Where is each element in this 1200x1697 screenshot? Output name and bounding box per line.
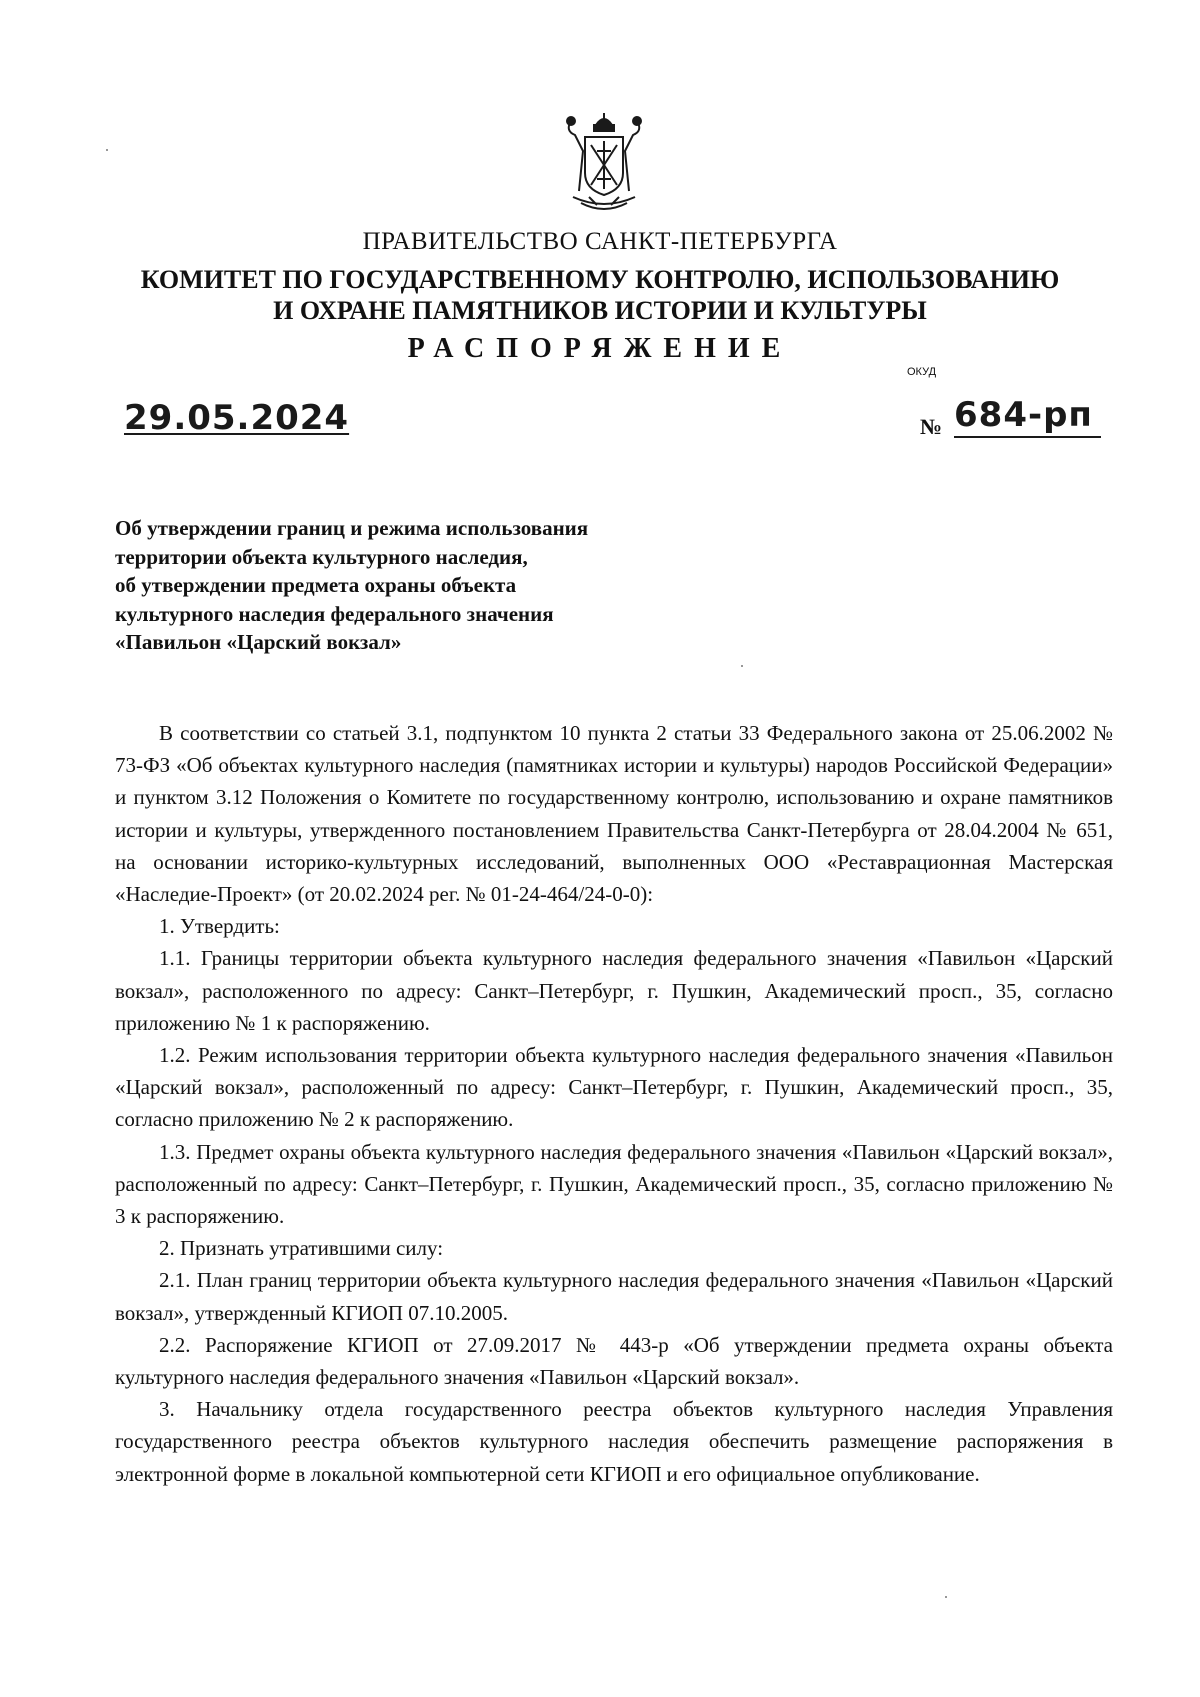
document-date: 29.05.2024 [124, 398, 350, 438]
number-sign: № [920, 414, 943, 439]
committee-name-line-1: КОМИТЕТ ПО ГОСУДАРСТВЕННОМУ КОНТРОЛЮ, ИСПОЛЬЗОВАНИЮ [140, 265, 1060, 294]
coat-of-arms-emblem [561, 111, 647, 217]
committee-name [0, 264, 1200, 326]
preamble-paragraph: В соответствии со статьей 3.1, подпунктом 10 пункта 2 статьи 33 Федерального закона от 25.06.2002 № 73-ФЗ «Об объектах культурного наследия (памятниках истории и культуры) народов Российской Федерации» и пунктом 3.12 Положения о Комитете по государственному контролю, использованию и охране памятников истории и культуры, утвержденного постановлением Правительства Санкт-Петербурга от 28.04.2004 № 651, на основании историко-культурных исследований, выполненных ООО «Реставрационная Мастерская «Наследие-Проект» (от 20.02.2024 рег. № 01-24-464/24-0-0): [115, 721, 1113, 907]
document-subject [115, 514, 735, 657]
subject-line-2: территории объекта культурного наследия, [115, 544, 528, 569]
item-1-1: 1.1. Границы территории объекта культурного наследия федерального значения «Павильон «Царский вокзал», расположенного по адресу: Санкт–Петербург, г. Пушкин, Академический просп., 35, согласно приложению № 1 к распоряжению. [115, 946, 1113, 1035]
document-type-heading: РАСПОРЯЖЕНИЕ [407, 333, 793, 364]
item-1-3: 1.3. Предмет охраны объекта культурного наследия федерального значения «Павильон «Царский вокзал», расположенный по адресу: Санкт–Петербург, г. Пушкин, Академический просп., 35, согласно приложению № 3 к распоряжению. [115, 1139, 1113, 1229]
item-2-2: 2.2. Распоряжение КГИОП от 27.09.2017 № 443-р «Об утверждении предмета охраны объекта культурного наследия федерального значения «Павильон «Царский вокзал». [115, 1332, 1113, 1390]
item-2-1: 2.1. План границ территории объекта культурного наследия федерального значения «Павильон «Царский вокзал», утвержденный КГИОП 07.10.2005. [115, 1268, 1113, 1325]
item-1-2: 1.2. Режим использования территории объекта культурного наследия федерального значения «Павильон «Царский вокзал», расположенный по адресу: Санкт–Петербург, г. Пушкин, Академический просп., 35, согласно приложению № 2 к распоряжению. [115, 1043, 1113, 1132]
scan-speck [945, 1596, 947, 1598]
item-2: 2. Признать утратившими силу: [159, 1236, 444, 1261]
document-number: 684-рп [954, 394, 1101, 438]
item-1: 1. Утвердить: [159, 914, 280, 939]
government-name: ПРАВИТЕЛЬСТВО САНКТ-ПЕТЕРБУРГА [362, 228, 838, 255]
document-body [115, 717, 1113, 1490]
subject-line-5: «Павильон «Царский вокзал» [115, 630, 402, 654]
subject-line-1: Об утверждении границ и режима использования [115, 516, 589, 540]
okud-label: ОКУД [907, 366, 937, 378]
scan-speck [741, 665, 743, 667]
committee-name-line-2: И ОХРАНЕ ПАМЯТНИКОВ ИСТОРИИ И КУЛЬТУРЫ [273, 296, 927, 325]
scan-speck [106, 149, 108, 151]
item-3: 3. Начальнику отдела государственного реестра объектов культурного наследия Управления государственного реестра объектов культурного наследия обеспечить размещение распоряжения в электронной форме в локальной компьютерной сети КГИОП и его официальное опубликование. [115, 1397, 1113, 1486]
subject-line-4: культурного наследия федерального значения [115, 601, 554, 626]
subject-line-3: об утверждении предмета охраны объекта [115, 573, 517, 597]
